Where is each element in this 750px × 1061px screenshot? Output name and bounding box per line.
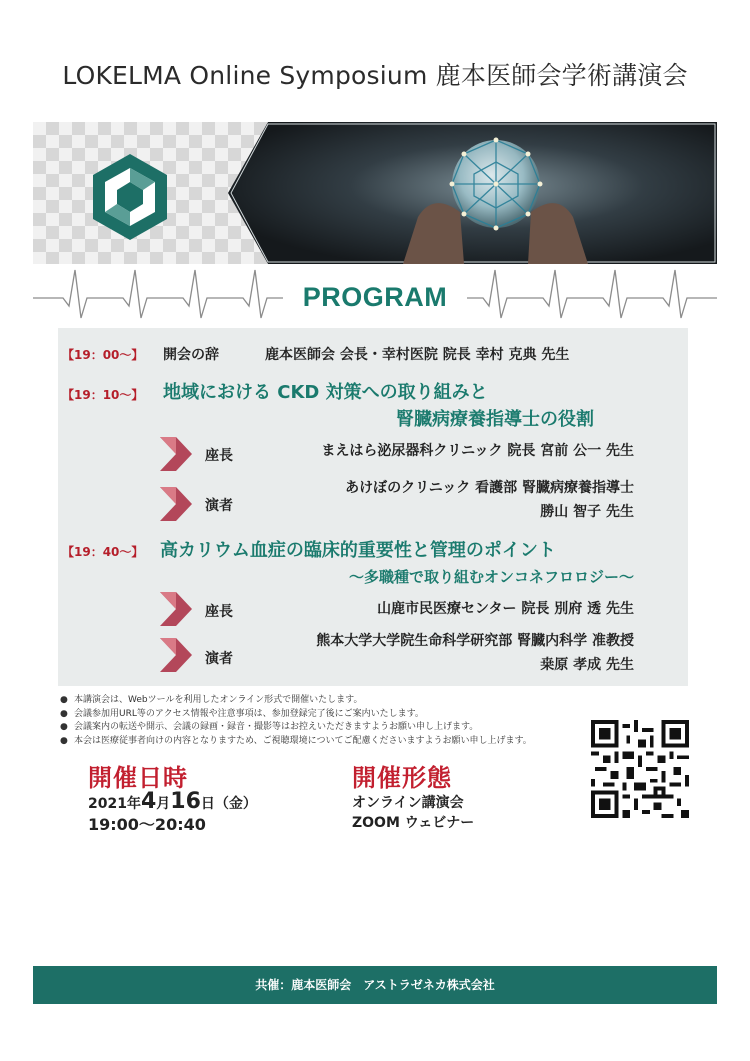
- note-item: ● 会議参加用URL等のアクセス情報や注意事項は、参加登録完了後にご案内いたします。: [60, 708, 424, 719]
- qr-code[interactable]: [591, 720, 689, 818]
- session1-chair-role: 座長: [205, 448, 233, 464]
- event-format-line1: オンライン講演会: [352, 795, 464, 811]
- session2-speaker-line1: 熊本大学大学院生命科学研究部 腎臓内科学 准教授: [316, 633, 634, 649]
- event-time: 19:00～20:40: [88, 815, 206, 834]
- note-item: ● 本会は医療従事者向けの内容となりますため、ご視聴環境についてご配慮くださいますようお願い申し上げます。: [60, 735, 532, 746]
- note-item: ● 会議案内の転送や開示、会議の録画・録音・撮影等はお控えいただきますようお願い申し上げます。: [60, 722, 479, 732]
- session2-chair-role: 座長: [205, 604, 233, 620]
- note-item: ● 本講演会は、Webツールを利用したオンライン形式で開催いたします。: [60, 695, 363, 705]
- chevron-icon: [160, 487, 192, 521]
- session2-speaker-role: 演者: [205, 651, 233, 667]
- event-date-heading: 開催日時: [88, 764, 188, 792]
- session2-title-line1: 高カリウム血症の臨床的重要性と管理のポイント: [160, 540, 556, 561]
- program-heading: PROGRAM: [285, 282, 465, 313]
- header-banner: [33, 122, 717, 264]
- session2-chair: 山鹿市民医療センター 院長 別府 透 先生: [377, 601, 634, 617]
- session1-speaker-role: 演者: [205, 498, 233, 514]
- chevron-icon: [160, 638, 192, 672]
- page-title: LOKELMA Online Symposium 鹿本医師会学術講演会: [62, 61, 688, 90]
- event-date: 2021年4月16日（金）: [88, 789, 257, 814]
- session1-title-line2: 腎臓病療養指導士の役割: [396, 409, 594, 430]
- cosponsor-footer: 共催：鹿本医師会 アストラゼネカ株式会社: [33, 966, 717, 1004]
- event-format-line2: ZOOM ウェビナー: [352, 815, 475, 831]
- session1-speaker-line2: 勝山 智子 先生: [540, 504, 634, 520]
- banner-image: [228, 122, 717, 264]
- opening-time: 【19：00～】: [62, 348, 144, 362]
- session2-title-line2: ～多職種で取り組むオンコネフロロジー～: [348, 568, 634, 586]
- session2-time: 【19：40～】: [62, 545, 144, 559]
- session1-title-line1: 地域における CKD 対策への取り組みと: [163, 382, 488, 403]
- session1-speaker-line1: あけぼのクリニック 看護部 腎臓病療養指導士: [345, 480, 634, 496]
- opening-person: 鹿本医師会 会長・幸村医院 院長 幸村 克典 先生: [265, 347, 570, 363]
- session1-time: 【19：10～】: [62, 388, 144, 402]
- session2-speaker-line2: 桒原 孝成 先生: [540, 657, 634, 673]
- event-format-heading: 開催形態: [352, 764, 452, 792]
- opening-label: 開会の辞: [163, 347, 219, 363]
- hexagon-logo: [91, 152, 169, 242]
- chevron-icon: [160, 592, 192, 626]
- session1-chair: まえはら泌尿器科クリニック 院長 宮前 公一 先生: [321, 443, 634, 459]
- chevron-icon: [160, 437, 192, 471]
- notes-list: [60, 694, 580, 748]
